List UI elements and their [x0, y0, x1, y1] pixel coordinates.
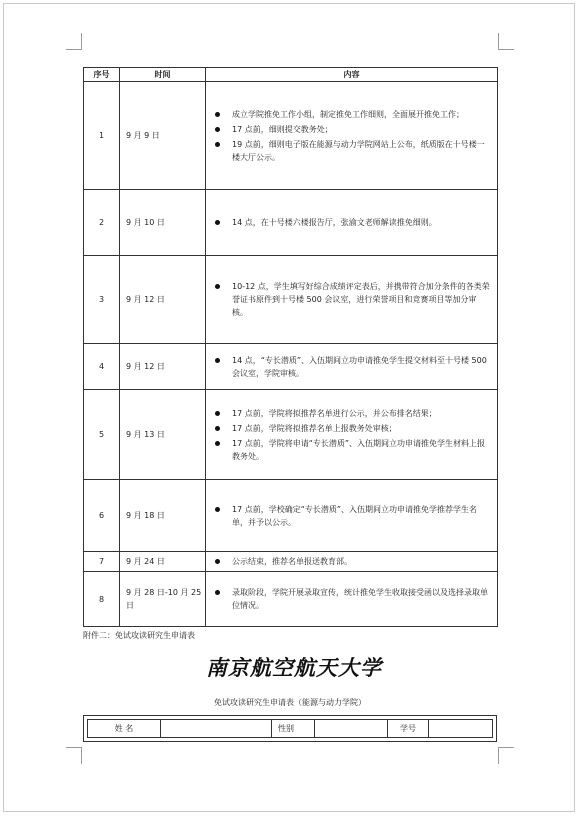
bullet-icon — [215, 220, 220, 225]
gender-value-cell[interactable] — [315, 720, 388, 737]
header-seq: 序号 — [84, 68, 120, 82]
row-content — [206, 552, 498, 572]
item-text: 录取阶段，学院开展录取宣传，统计推免学生收取接受函以及选择录取单位情况。 — [232, 588, 488, 610]
item-text: 17 点前，学校确定“专长潜质”、入伍期间立功申请推免学推荐学生名单，并予以公示。 — [232, 504, 478, 527]
bullet-icon — [215, 112, 220, 117]
crop-mark-bottom-left-h — [66, 747, 82, 748]
list-item — [212, 437, 491, 463]
list-item — [212, 123, 491, 136]
row-seq: 2 — [84, 190, 120, 256]
list-item — [212, 422, 491, 435]
bullet-icon — [215, 441, 220, 446]
crop-mark-top-right-v — [498, 33, 499, 50]
header-time: 时间 — [120, 68, 206, 82]
table-row — [84, 256, 498, 344]
item-text: 14 点，在十号楼六楼报告厅，张渝文老师解读推免细则。 — [232, 218, 437, 227]
attachment-label: 附件二：免试攻读研究生申请表 — [83, 631, 195, 640]
list-item — [212, 586, 491, 612]
row-time: 9 月 12 日 — [120, 344, 206, 390]
form-title: 免试攻读研究生申请表（能源与动力学院） — [214, 698, 366, 707]
row-seq: 7 — [84, 552, 120, 572]
schedule-table — [83, 67, 498, 627]
list-item — [212, 216, 491, 229]
name-label: 姓 名 — [88, 720, 161, 737]
university-logo: 南京航空航天大学 — [206, 655, 382, 680]
row-time: 9 月 12 日 — [120, 256, 206, 344]
crop-mark-top-right-h — [498, 49, 514, 50]
table-row — [84, 82, 498, 190]
row-time: 9 月 28 日-10 月 25 日 — [120, 572, 206, 627]
student-id-value-cell[interactable] — [429, 720, 492, 737]
crop-mark-bottom-right-h — [498, 747, 514, 748]
form-row — [87, 719, 493, 738]
crop-mark-bottom-right-v — [498, 747, 499, 764]
table-row — [84, 552, 498, 572]
crop-mark-bottom-left-v — [81, 747, 82, 764]
item-text: 14 点，“专长潜质”、入伍期间立功申请推免学生提交材料至十号楼 500 会议室，学院审核。 — [232, 355, 487, 378]
row-content — [206, 256, 498, 344]
list-item — [212, 555, 491, 568]
bullet-icon — [215, 127, 220, 132]
row-seq: 5 — [84, 390, 120, 480]
row-time: 9 月 18 日 — [120, 480, 206, 552]
row-seq: 4 — [84, 344, 120, 390]
student-id-label: 学号 — [388, 720, 429, 737]
item-text: 17 点前，学院将拟推荐名单上报教务处审核； — [232, 423, 397, 433]
row-seq: 6 — [84, 480, 120, 552]
bullet-icon — [215, 411, 220, 416]
crop-mark-top-left-h — [66, 49, 82, 50]
item-text: 17 点前，学院将申请“专长潜质”、入伍期间立功申请推免学生材料上报教务处。 — [232, 438, 486, 461]
row-seq: 1 — [84, 82, 120, 190]
row-content — [206, 190, 498, 256]
bullet-icon — [215, 142, 220, 147]
crop-mark-top-left-v — [81, 33, 82, 50]
header-content: 内容 — [206, 68, 498, 82]
list-item — [212, 138, 491, 164]
item-text: 17 点前，细则提交教务处； — [232, 124, 333, 134]
item-text: 17 点前，学院将拟推荐名单进行公示，并公布排名结果； — [232, 408, 437, 418]
row-time: 9 月 9 日 — [120, 82, 206, 190]
list-item — [212, 108, 491, 121]
bullet-icon — [215, 284, 220, 289]
table-row — [84, 190, 498, 256]
row-content — [206, 480, 498, 552]
item-text: 19 点前，细则电子版在能源与动力学院网站上公布，纸质版在十号楼一楼大厅公示。 — [232, 139, 485, 162]
list-item — [212, 503, 491, 529]
item-text: 10-12 点，学生填写好综合成绩评定表后，并携带符合加分条件的各类荣誉证书原件到十号楼 500 会议室，进行荣誉项目和竞赛项目等加分审核。 — [232, 282, 490, 317]
row-time: 9 月 10 日 — [120, 190, 206, 256]
row-seq: 8 — [84, 572, 120, 627]
row-content — [206, 572, 498, 627]
table-row — [84, 572, 498, 627]
row-content — [206, 82, 498, 190]
gender-label: 性别 — [272, 720, 315, 737]
schedule-header-row — [84, 68, 498, 82]
bullet-icon — [215, 590, 220, 595]
bullet-icon — [215, 507, 220, 512]
list-item — [212, 407, 491, 420]
table-row — [84, 480, 498, 552]
row-content — [206, 390, 498, 480]
bullet-icon — [215, 426, 220, 431]
list-item — [212, 280, 491, 319]
bullet-icon — [215, 559, 220, 564]
row-time: 9 月 24 日 — [120, 552, 206, 572]
item-text: 公示结束，推荐名单报送教育部。 — [232, 557, 352, 566]
item-text: 成立学院推免工作小组，制定推免工作细则，全面展开推免工作； — [232, 109, 464, 119]
list-item — [212, 354, 491, 380]
application-form-table — [83, 715, 497, 742]
row-time: 9 月 13 日 — [120, 390, 206, 480]
table-row — [84, 390, 498, 480]
table-row — [84, 344, 498, 390]
bullet-icon — [215, 358, 220, 363]
row-content — [206, 344, 498, 390]
row-seq: 3 — [84, 256, 120, 344]
name-value-cell[interactable] — [161, 720, 272, 737]
